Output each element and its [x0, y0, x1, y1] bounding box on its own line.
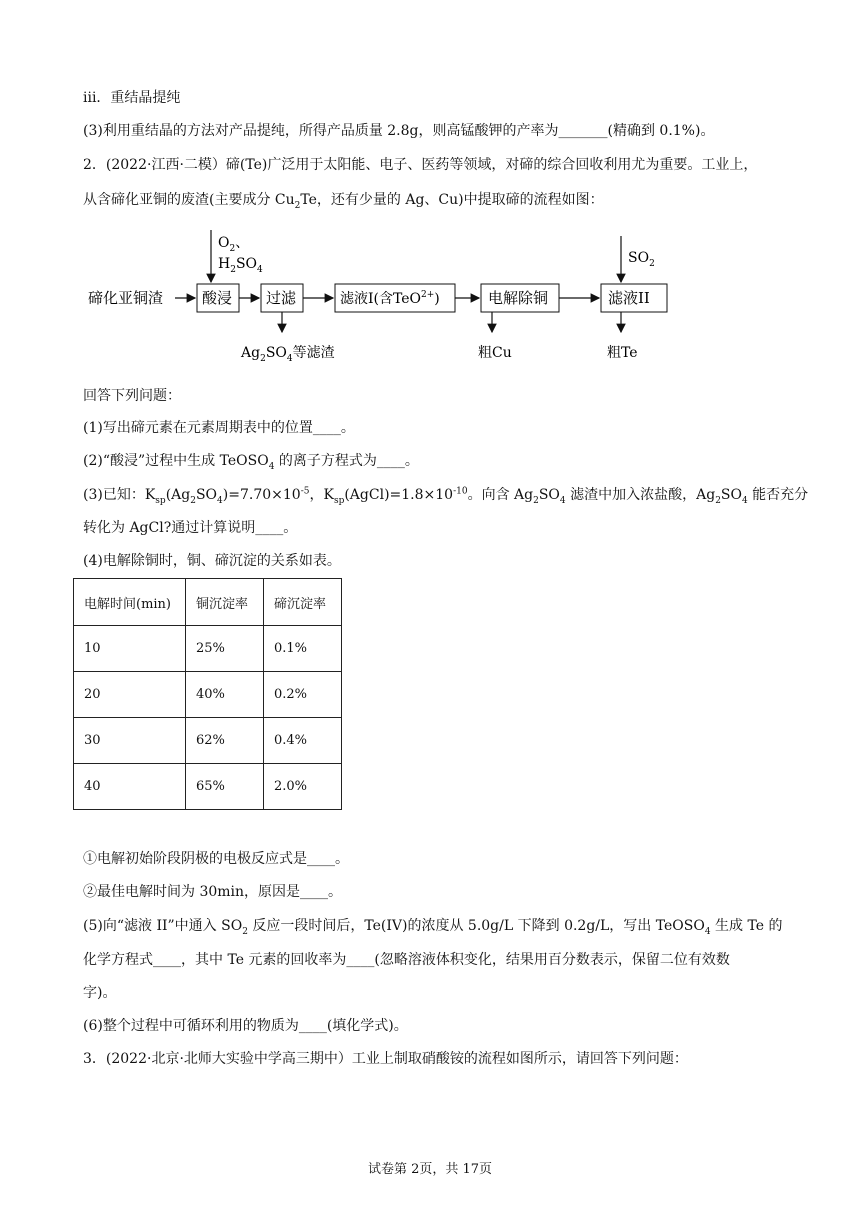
part-1: (1)写出碲元素在元素周期表中的位置____。: [83, 420, 355, 436]
question-2-context: 从含碲化亚铜的废渣(主要成分 $Cu_2Te$，还有少量的 Ag、Cu)中提取碲的流程如图：: [83, 192, 604, 211]
part-4-q2: ②最佳电解时间为 30min，原因是____。: [83, 884, 343, 900]
table-cell: 铜沉淀率: [186, 579, 264, 626]
flow-output-crude-cu: 粗Cu: [478, 345, 512, 361]
flow-output-crude-te: 粗Te: [607, 345, 638, 361]
table-row: [74, 626, 342, 672]
flow-box-filtrate-1-label: 滤液I(含TeO$^{2+}$): [340, 290, 440, 307]
table-cell: 0.1%: [264, 626, 342, 672]
part-3-line-1: (3)已知：$K_{sp}(Ag_2SO_4)=7.70\times 10^{-5}$，$K_{sp}(AgCl)=1.8\times 10^{-10}$。向含 $Ag_2SO_4$ 滤渣中加入浓盐酸，$Ag_2SO_4$ 能否充分: [83, 486, 809, 506]
flow-output-residue: $Ag_2SO_4$等滤渣: [241, 345, 335, 364]
flow-input-o2: $O_2$、: [218, 235, 250, 254]
table-cell: 62%: [186, 718, 264, 764]
table-row: [74, 672, 342, 718]
table-row: [74, 718, 342, 764]
table-cell: 0.4%: [264, 718, 342, 764]
flow-box-acid-leach-label: 酸浸: [202, 289, 233, 307]
part-5-line-1: (5)向“滤液 II”中通入 $SO_2$ 反应一段时间后，Te(IV)的浓度从 5.0g/L 下降到 0.2g/L，写出 TeOSO$_4$ 生成 Te 的: [83, 918, 783, 937]
part-4: (4)电解除铜时，铜、碲沉淀的关系如表。: [83, 553, 341, 569]
question-3-header: 3．(2022·北京·北师大实验中学高三期中）工业上制取硝酸铵的流程如图所示，请回答下列问题：: [83, 1051, 688, 1067]
question-2-header: 2．(2022·江西·二模）碲(Te)广泛用于太阳能、电子、医药等领域，对碲的综合回收利用尤为重要。工业上，: [83, 157, 758, 173]
part-4-q1: ①电解初始阶段阴极的电极反应式是____。: [83, 851, 349, 867]
flow-box-filtrate-2-label: 滤液II: [608, 289, 650, 307]
question-3-yield: (3)利用重结晶的方法对产品提纯，所得产品质量 2.8g，则高锰酸钾的产率为_______(精确到 0.1%)。: [83, 123, 715, 139]
part-6: (6)整个过程中可循环利用的物质为____(填化学式)。: [83, 1018, 408, 1034]
line-iii: iii．重结晶提纯: [83, 90, 181, 106]
table-cell: 10: [74, 626, 186, 672]
table-cell: 30: [74, 718, 186, 764]
part-2: (2)“酸浸”过程中生成 TeOSO$_4$ 的离子方程式为____。: [83, 453, 419, 472]
table-cell: 40: [74, 764, 186, 810]
part-3-line-2: 转化为 AgCl?通过计算说明____。: [83, 520, 298, 536]
flow-box-electrolysis-label: 电解除铜: [488, 289, 549, 307]
table-header-row: [74, 579, 342, 626]
electrolysis-table: [73, 578, 342, 810]
flow-input-h2so4: $H_2SO_4$: [218, 256, 263, 275]
table-cell: 电解时间(min): [74, 579, 186, 626]
table-cell: 碲沉淀率: [264, 579, 342, 626]
table-cell: 40%: [186, 672, 264, 718]
flow-input-so2: $SO_2$: [628, 250, 655, 269]
answer-intro: 回答下列问题：: [83, 388, 181, 404]
table-cell: 20: [74, 672, 186, 718]
flow-box-filter-label: 过滤: [266, 289, 297, 307]
flow-start-label: 碲化亚铜渣: [88, 289, 164, 307]
table-cell: 0.2%: [264, 672, 342, 718]
table-row: [74, 764, 342, 810]
table-cell: 25%: [186, 626, 264, 672]
part-5-line-3: 字)。: [83, 985, 117, 1001]
part-5-line-2: 化学方程式____，其中 Te 元素的回收率为____(忽略溶液体积变化，结果用百分数表示，保留二位有效数: [83, 952, 730, 968]
table-cell: 65%: [186, 764, 264, 810]
table-cell: 2.0%: [264, 764, 342, 810]
page-footer: 试卷第 2页，共 17页: [367, 1162, 493, 1177]
process-flow-diagram: [83, 222, 703, 372]
